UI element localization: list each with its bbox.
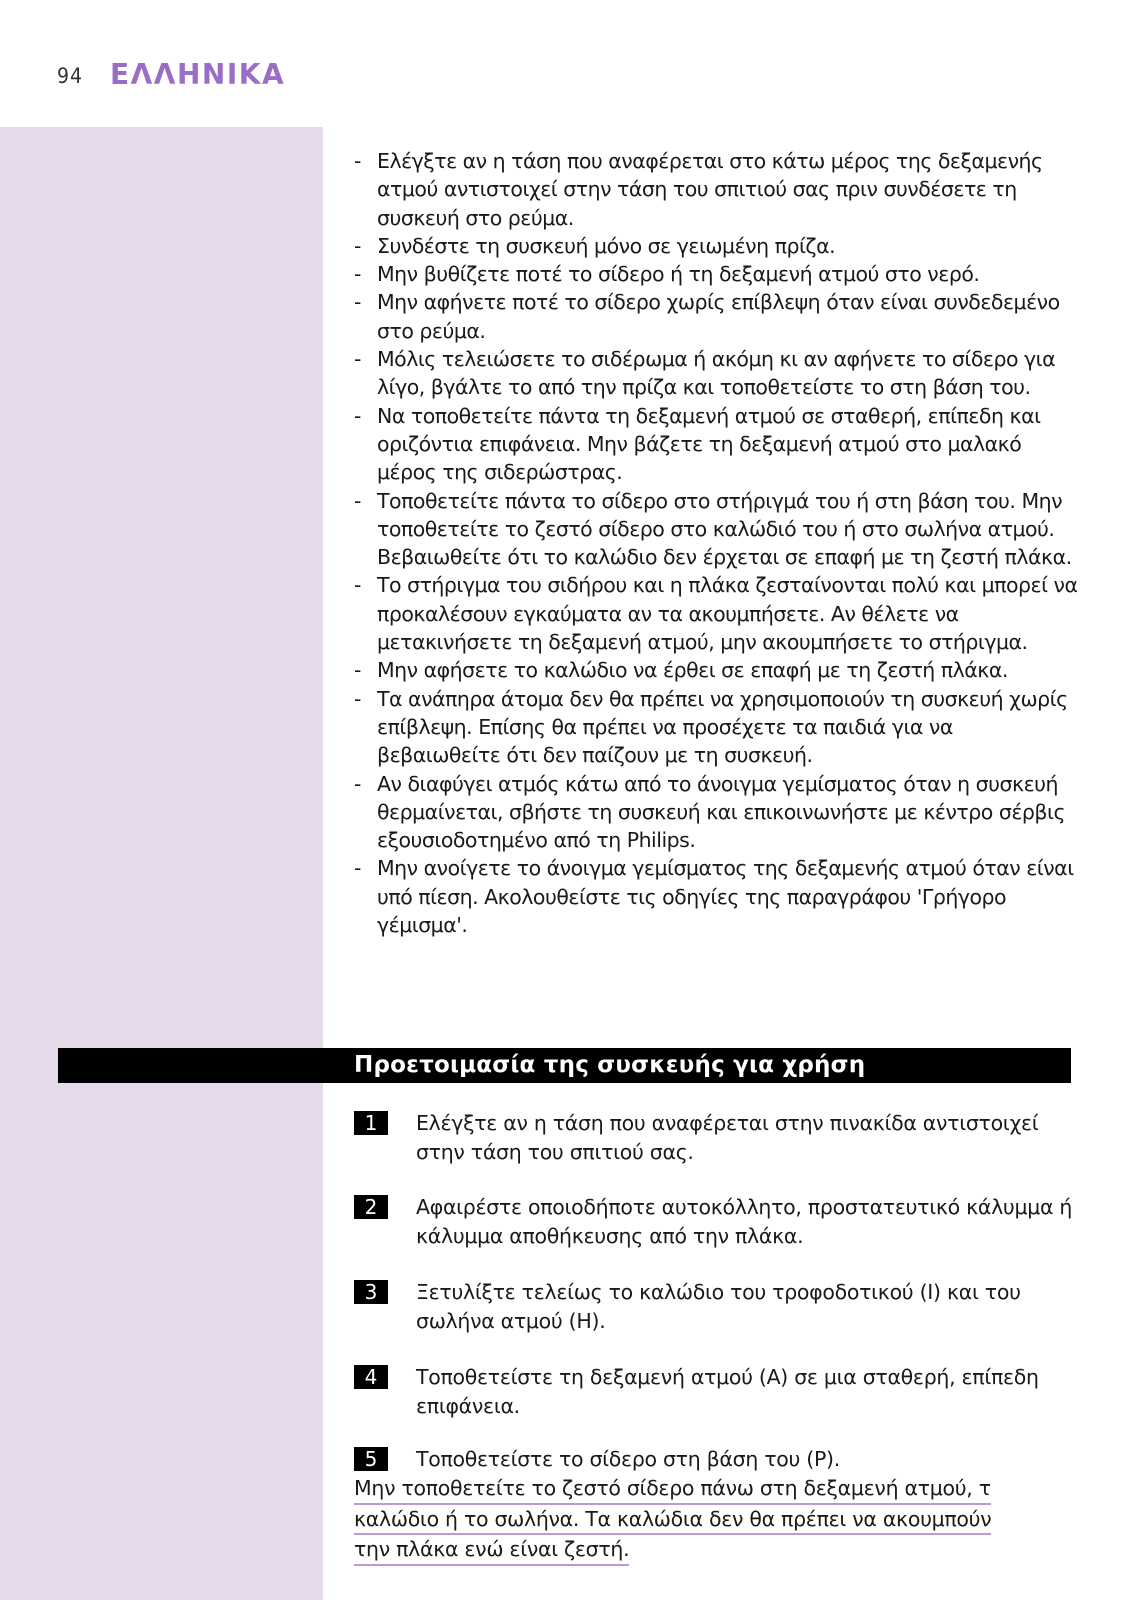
list-item: - Μην βυθίζετε ποτέ το σίδερο ή τη δεξαμενή ατμού στο νερό.: [354, 262, 980, 287]
note-line: Μην τοποθετείτε το ζεστό σίδερο πάνω στη δεξαμενή ατμού, τ: [354, 1474, 991, 1505]
step-text: Αφαιρέστε οποιοδήποτε αυτοκόλλητο, προστατευτικό κάλυμμα ή κάλυμμα αποθήκευσης από την πλάκα.: [416, 1195, 1073, 1248]
step-number-badge: 1: [354, 1111, 388, 1135]
step-text: Ελέγξτε αν η τάση που αναφέρεται στην πινακίδα αντιστοιχεί στην τάση του σπιτιού σας.: [416, 1111, 1039, 1164]
list-item-text: Μην βυθίζετε ποτέ το σίδερο ή τη δεξαμενή ατμού στο νερό.: [377, 262, 980, 287]
list-item: - Συνδέστε τη συσκευή μόνο σε γειωμένη πρίζα.: [354, 233, 836, 258]
list-item: - Μην ανοίγετε το άνοιγμα γεμίσματος της δεξαμενής ατμού όταν είναι υπό πίεση. Ακολουθείστε τις οδηγίες της παραγράφου 'Γρήγορο γέμισμα'.: [354, 856, 1074, 938]
list-item-text: Το στήριγμα του σιδήρου και η πλάκα ζεσταίνονται πολύ και μπορεί να προκαλέσουν εγκαύματα αν τα ακουμπήσετε. Αν θέλετε να μετακινήσετε τη δεξαμενή ατμού, μην ακουμπήσετε το στήριγμα.: [377, 573, 1078, 655]
list-item: - Αν διαφύγει ατμός κάτω από το άνοιγμα γεμίσματος όταν η συσκευή θερμαίνεται, σβήστε τη συσκευή και επικοινωνήστε με κέντρο σέρβις εξουσιοδοτημένο από τη Philips.: [354, 771, 1065, 853]
list-item: - Μόλις τελειώσετε το σιδέρωμα ή ακόμη κι αν αφήνετε το σίδερο για λίγο, βγάλτε το από την πρίζα και τοποθετείστε το στη βάση του.: [354, 347, 1056, 400]
list-item: - Μην αφήνετε ποτέ το σίδερο χωρίς επίβλεψη όταν είναι συνδεδεμένο στο ρεύμα.: [354, 290, 1060, 343]
list-item: - Το στήριγμα του σιδήρου και η πλάκα ζεσταίνονται πολύ και μπορεί να προκαλέσουν εγκαύματα αν τα ακουμπήσετε. Αν θέλετε να μετακινήσετε τη δεξαμενή ατμού, μην ακουμπήσετε το στήριγμα.: [354, 573, 1078, 655]
step-number-badge: 2: [354, 1195, 388, 1219]
list-item: - Τα ανάπηρα άτομα δεν θα πρέπει να χρησιμοποιούν τη συσκευή χωρίς επίβλεψη. Επίσης θα πρέπει να προσέχετε τα παιδιά για να βεβαιωθείτε ότι δεν παίζουν με τη συσκευή.: [354, 686, 1068, 768]
note-line: καλώδιο ή το σωλήνα. Τα καλώδια δεν θα πρέπει να ακουμπούν: [354, 1505, 991, 1536]
list-item: - Τοποθετείτε πάντα το σίδερο στο στήριγμά του ή στη βάση του. Μην τοποθετείτε το ζεστό σίδερο στο καλώδιό του ή στο σωλήνα ατμού. Βεβαιωθείτε ότι το καλώδιο δεν έρχεται σε επαφή με τη ζεστή πλάκα.: [354, 488, 1072, 570]
list-item: - Να τοποθετείτε πάντα τη δεξαμενή ατμού σε σταθερή, επίπεδη και οριζόντια επιφάνεια. Μην βάζετε τη δεξαμενή ατμού στο μαλακό μέρος της σιδερώστρας.: [354, 403, 1041, 485]
page-number: 94: [57, 64, 84, 88]
list-item-text: Ελέγξτε αν η τάση που αναφέρεται στο κάτω μέρος της δεξαμενής ατμού αντιστοιχεί στην τάση του σπιτιού σας πριν συνδέσετε τη συσκευή στο ρεύμα.: [377, 149, 1043, 230]
list-item-text: Να τοποθετείτε πάντα τη δεξαμενή ατμού σε σταθερή, επίπεδη και οριζόντια επιφάνεια. Μην βάζετε τη δεξαμενή ατμού στο μαλακό μέρος της σιδερώστρας.: [377, 403, 1041, 485]
step-number-badge: 5: [354, 1447, 388, 1471]
warnings-list: [352, 147, 1082, 939]
list-item: - Μην αφήσετε το καλώδιο να έρθει σε επαφή με τη ζεστή πλάκα.: [354, 658, 1008, 683]
list-item-text: Μην αφήσετε το καλώδιο να έρθει σε επαφή με τη ζεστή πλάκα.: [377, 658, 1008, 683]
language-heading: ΕΛΛΗΝΙΚΑ: [110, 58, 286, 91]
list-item-text: Μην ανοίγετε το άνοιγμα γεμίσματος της δεξαμενής ατμού όταν είναι υπό πίεση. Ακολουθείστε τις οδηγίες της παραγράφου 'Γρήγορο γέμισμα'.: [377, 856, 1074, 938]
note-paragraph: [354, 1474, 1074, 1566]
step-text: Ξετυλίξτε τελείως το καλώδιο του τροφοδοτικού (I) και του σωλήνα ατμού (H).: [416, 1280, 1021, 1333]
step-number-badge: 3: [354, 1280, 388, 1304]
sidebar-band: [0, 127, 323, 1600]
section-title: Προετοιμασία της συσκευής για χρήση: [354, 1052, 866, 1078]
list-item-text: Τοποθετείτε πάντα το σίδερο στο στήριγμά του ή στη βάση του. Μην τοποθετείτε το ζεστό σίδερο στο καλώδιό του ή στο σωλήνα ατμού. Βεβαιωθείτε ότι το καλώδιο δεν έρχεται σε επαφή με τη ζεστή πλάκα.: [377, 488, 1072, 570]
list-item-text: Συνδέστε τη συσκευή μόνο σε γειωμένη πρίζα.: [377, 233, 836, 258]
step-text: Τοποθετείστε τη δεξαμενή ατμού (A) σε μια σταθερή, επίπεδη επιφάνεια.: [416, 1365, 1039, 1418]
step-text: Τοποθετείστε το σίδερο στη βάση του (P).: [416, 1447, 840, 1471]
list-item-text: Τα ανάπηρα άτομα δεν θα πρέπει να χρησιμοποιούν τη συσκευή χωρίς επίβλεψη. Επίσης θα πρέπει να προσέχετε τα παιδιά για να βεβαιωθείτε ότι δεν παίζουν με τη συσκευή.: [377, 686, 1068, 768]
list-item-text: Μην αφήνετε ποτέ το σίδερο χωρίς επίβλεψη όταν είναι συνδεδεμένο στο ρεύμα.: [377, 290, 1060, 343]
note-line: την πλάκα ενώ είναι ζεστή.: [354, 1535, 629, 1566]
step-number-badge: 4: [354, 1365, 388, 1389]
list-item-text: Αν διαφύγει ατμός κάτω από το άνοιγμα γεμίσματος όταν η συσκευή θερμαίνεται, σβήστε τη συσκευή και επικοινωνήστε με κέντρο σέρβις εξουσιοδοτημένο από τη Philips.: [377, 771, 1065, 853]
list-item-text: Μόλις τελειώσετε το σιδέρωμα ή ακόμη κι αν αφήνετε το σίδερο για λίγο, βγάλτε το από την πρίζα και τοποθετείστε το στη βάση του.: [377, 347, 1056, 400]
list-item: - Ελέγξτε αν η τάση που αναφέρεται στο κάτω μέρος της δεξαμενής ατμού αντιστοιχεί στην τάση του σπιτιού σας πριν συνδέσετε τη συσκευή στο ρεύμα.: [354, 149, 1043, 230]
